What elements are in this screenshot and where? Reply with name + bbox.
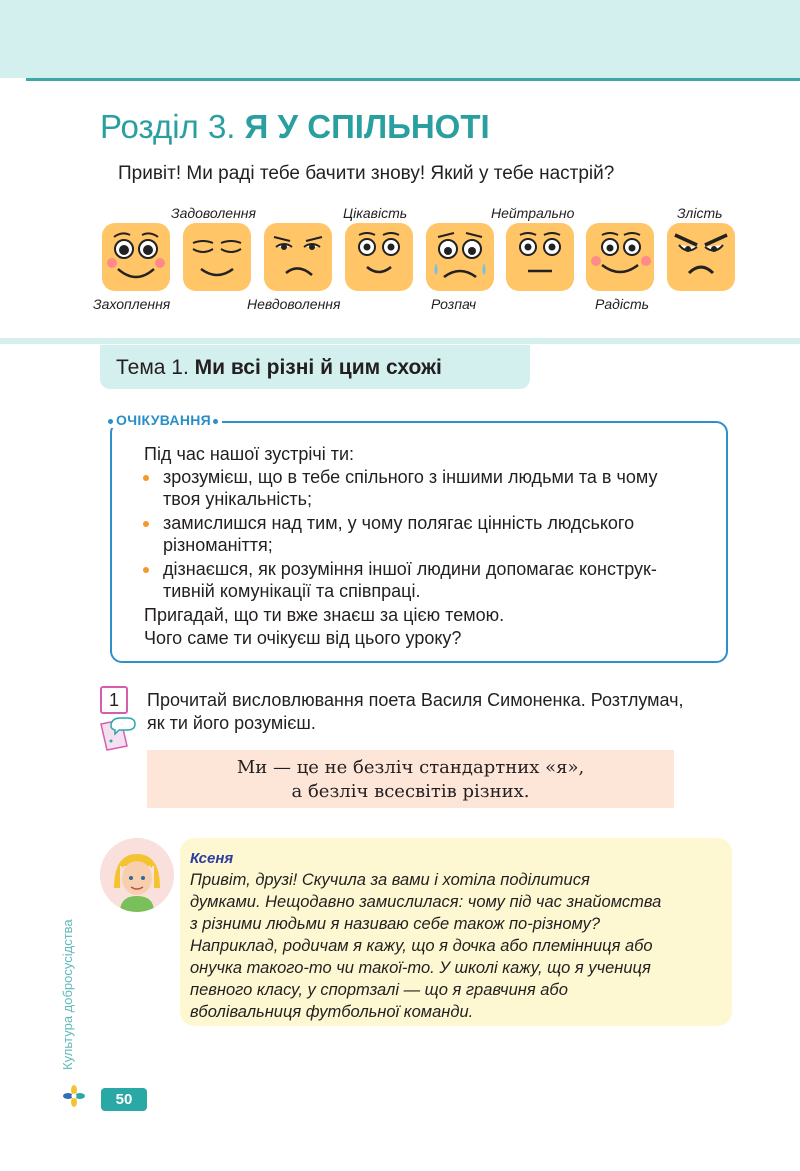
topic-header: Тема 1. Ми всі різні й цим схожі: [100, 345, 530, 389]
emotion-label: Радість: [595, 296, 649, 312]
emotion-label: Нейтрально: [491, 205, 575, 221]
speech-line: онучка такого-то чи такої-то. У школі кажу, що я учениця: [190, 959, 651, 977]
emotion-label: Злість: [677, 205, 723, 221]
bullet-icon: [143, 521, 149, 527]
bullet-icon: [143, 567, 149, 573]
expectations-intro: Під час нашої зустрічі ти:: [144, 444, 355, 464]
emoji-dissatisfaction-icon: [264, 223, 332, 291]
speech-line: Привіт, друзі! Скучила за вами і хотіла поділитися: [190, 871, 590, 889]
quote-box: [147, 750, 674, 808]
emoji-joy-icon: [586, 223, 654, 291]
section-divider: [0, 338, 800, 344]
emotion-label: Невдоволення: [247, 296, 341, 312]
emotion-label: Цікавість: [343, 205, 408, 221]
avatar: [100, 838, 174, 912]
chapter-title: Розділ 3. Я У СПІЛЬНОТІ: [100, 108, 490, 145]
expectations-item: замислишся над тим, у чому полягає цінність людського: [163, 513, 635, 533]
emoji-satisfaction-icon: [183, 223, 251, 291]
emoji-curiosity-icon: [345, 223, 413, 291]
expectations-item: твоя унікальність;: [163, 489, 313, 509]
task-text: Прочитай висловлювання поета Василя Симоненка. Розтлумач,: [147, 690, 684, 710]
expectations-outro: Пригадай, що ти вже знаєш за цією темою.: [144, 605, 505, 625]
speaker-name: Ксеня: [190, 850, 234, 867]
speech-line: певного класу, у спортзалі — що я гравчиня або: [190, 981, 568, 999]
page-number: 50: [101, 1088, 147, 1111]
emoji-despair-icon: [426, 223, 494, 291]
flower-icon: [62, 1084, 86, 1108]
speech-line: вболівальниця футбольної команди.: [190, 1003, 474, 1021]
emotion-label: Розпач: [431, 296, 477, 312]
speech-line: думками. Нещодавно замислилася: чому під час знайомства: [190, 893, 662, 911]
quote-line: а безліч всесвітів різних.: [291, 781, 530, 802]
speech-line: з різними людьми я називаю себе також по-різному?: [190, 915, 601, 933]
sidebar-title: Культура добросусідства: [60, 919, 75, 1070]
expectations-label: ОЧІКУВАННЯ: [104, 412, 222, 428]
task-text: як ти його розумієш.: [147, 713, 316, 733]
expectations-outro: Чого саме ти очікуєш від цього уроку?: [144, 628, 462, 648]
top-band: [0, 0, 800, 78]
expectations-item: дізнаєшся, як розуміння іншої людини допомагає конструк-: [163, 559, 657, 579]
speech-line: Наприклад, родичам я кажу, що я дочка або племінниця або: [190, 937, 653, 955]
top-rule: [26, 78, 800, 81]
expectations-item: різноманіття;: [163, 535, 273, 555]
emoji-neutral-icon: [506, 223, 574, 291]
quote-line: Ми — це не безліч стандартних «я»,: [236, 757, 585, 778]
emoji-excitement-icon: [102, 223, 170, 291]
emoji-anger-icon: [667, 223, 735, 291]
expectations-item: зрозумієш, що в тебе спільного з іншими людьми та в чому: [163, 467, 658, 487]
bullet-icon: [143, 475, 149, 481]
task-number: 1: [100, 686, 128, 714]
speech-bubble: [180, 838, 732, 1026]
greeting-text: Привіт! Ми раді тебе бачити знову! Який у тебе настрій?: [118, 163, 615, 184]
expectations-item: тивній комунікації та співпраці.: [163, 581, 421, 601]
emotion-label: Захоплення: [93, 296, 171, 312]
speech-bubble-icon: [97, 712, 137, 752]
emotion-label: Задоволення: [171, 205, 256, 221]
